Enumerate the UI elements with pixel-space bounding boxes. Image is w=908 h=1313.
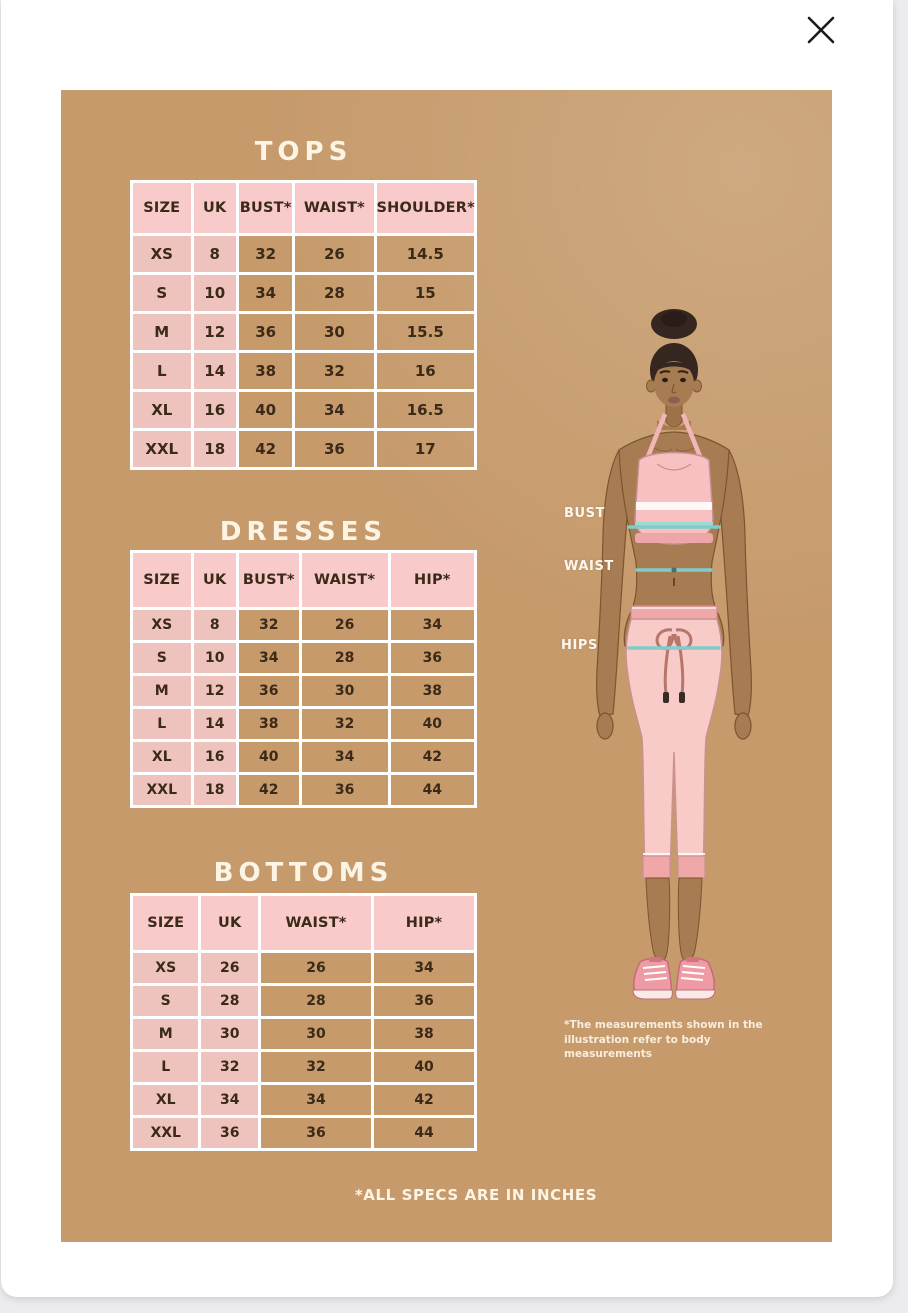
value-cell: 40 <box>389 708 475 741</box>
value-cell: 28 <box>200 985 260 1018</box>
size-cell: L <box>132 708 193 741</box>
value-cell: 34 <box>200 1084 260 1117</box>
value-cell: 36 <box>294 430 375 469</box>
value-cell: 40 <box>237 741 300 774</box>
value-cell: 28 <box>300 642 389 675</box>
value-cell: 18 <box>192 774 237 807</box>
table-row <box>132 708 476 741</box>
illustration-note: *The measurements shown in the illustration refer to body measurements <box>564 1019 763 1061</box>
table-row <box>132 642 476 675</box>
value-cell: 26 <box>300 609 389 642</box>
value-cell: 30 <box>294 313 375 352</box>
column-header: UK <box>192 552 237 609</box>
value-cell: 17 <box>375 430 475 469</box>
tops-table <box>130 180 477 470</box>
column-header: BUST* <box>237 182 293 235</box>
size-chart-modal <box>1 0 893 1297</box>
table-row <box>132 274 476 313</box>
value-cell: 34 <box>294 391 375 430</box>
column-header: SIZE <box>132 182 193 235</box>
value-cell: 44 <box>373 1117 476 1150</box>
value-cell: 42 <box>237 430 293 469</box>
value-cell: 26 <box>294 235 375 274</box>
value-cell: 10 <box>192 642 237 675</box>
size-cell: XL <box>132 391 193 430</box>
column-header: SIZE <box>132 895 200 952</box>
value-cell: 30 <box>259 1018 372 1051</box>
value-cell: 38 <box>389 675 475 708</box>
size-cell: S <box>132 274 193 313</box>
value-cell: 28 <box>294 274 375 313</box>
size-cell: XXL <box>132 774 193 807</box>
column-header: WAIST* <box>294 182 375 235</box>
value-cell: 26 <box>259 952 372 985</box>
value-cell: 34 <box>237 274 293 313</box>
column-header: WAIST* <box>300 552 389 609</box>
value-cell: 10 <box>192 274 237 313</box>
value-cell: 34 <box>237 642 300 675</box>
value-cell: 32 <box>237 235 293 274</box>
table-row <box>132 985 476 1018</box>
value-cell: 40 <box>373 1051 476 1084</box>
column-header: UK <box>200 895 260 952</box>
table-row <box>132 675 476 708</box>
size-cell: M <box>132 1018 200 1051</box>
value-cell: 38 <box>237 352 293 391</box>
size-cell: XXL <box>132 430 193 469</box>
close-icon <box>800 9 842 51</box>
size-cell: XL <box>132 1084 200 1117</box>
value-cell: 36 <box>300 774 389 807</box>
table-row <box>132 391 476 430</box>
value-cell: 36 <box>237 313 293 352</box>
value-cell: 14 <box>192 708 237 741</box>
table-row <box>132 1018 476 1051</box>
size-cell: XL <box>132 741 193 774</box>
value-cell: 12 <box>192 313 237 352</box>
value-cell: 42 <box>389 741 475 774</box>
bottoms-table <box>130 893 477 1151</box>
value-cell: 36 <box>373 985 476 1018</box>
column-header: WAIST* <box>259 895 372 952</box>
woman-figure-illustration <box>539 300 809 1060</box>
measurement-illustration <box>539 300 809 1080</box>
value-cell: 32 <box>300 708 389 741</box>
value-cell: 34 <box>300 741 389 774</box>
size-cell: XS <box>132 609 193 642</box>
value-cell: 8 <box>192 235 237 274</box>
bust-label: BUST <box>564 506 606 521</box>
table-row <box>132 609 476 642</box>
size-cell: S <box>132 985 200 1018</box>
value-cell: 44 <box>389 774 475 807</box>
column-header: HIP* <box>389 552 475 609</box>
bottoms-title: BOTTOMS <box>213 858 394 888</box>
value-cell: 12 <box>192 675 237 708</box>
value-cell: 32 <box>259 1051 372 1084</box>
size-cell: M <box>132 313 193 352</box>
value-cell: 32 <box>294 352 375 391</box>
table-row <box>132 235 476 274</box>
value-cell: 40 <box>237 391 293 430</box>
value-cell: 18 <box>192 430 237 469</box>
table-row <box>132 1117 476 1150</box>
header-row <box>132 182 476 235</box>
column-header: SHOULDER* <box>375 182 475 235</box>
value-cell: 32 <box>237 609 300 642</box>
tops-title: TOPS <box>254 137 353 167</box>
table-row <box>132 1051 476 1084</box>
value-cell: 36 <box>237 675 300 708</box>
value-cell: 28 <box>259 985 372 1018</box>
value-cell: 36 <box>389 642 475 675</box>
value-cell: 16 <box>192 741 237 774</box>
value-cell: 14.5 <box>375 235 475 274</box>
size-cell: XXL <box>132 1117 200 1150</box>
header-row <box>132 552 476 609</box>
hips-label: HIPS <box>561 638 599 653</box>
size-cell: XS <box>132 235 193 274</box>
column-header: UK <box>192 182 237 235</box>
value-cell: 14 <box>192 352 237 391</box>
size-cell: M <box>132 675 193 708</box>
specs-footnote: *ALL SPECS ARE IN INCHES <box>354 1186 598 1204</box>
column-header: SIZE <box>132 552 193 609</box>
value-cell: 32 <box>200 1051 260 1084</box>
size-cell: L <box>132 352 193 391</box>
table-row <box>132 430 476 469</box>
value-cell: 16 <box>192 391 237 430</box>
size-chart-card <box>61 90 832 1242</box>
value-cell: 26 <box>200 952 260 985</box>
value-cell: 42 <box>373 1084 476 1117</box>
waist-label: WAIST <box>564 559 614 574</box>
value-cell: 36 <box>259 1117 372 1150</box>
value-cell: 15.5 <box>375 313 475 352</box>
value-cell: 34 <box>373 952 476 985</box>
table-row <box>132 774 476 807</box>
table-row <box>132 741 476 774</box>
close-button[interactable] <box>795 4 847 56</box>
value-cell: 34 <box>389 609 475 642</box>
header-row <box>132 895 476 952</box>
dresses-table <box>130 550 477 808</box>
table-row <box>132 952 476 985</box>
column-header: BUST* <box>237 552 300 609</box>
value-cell: 34 <box>259 1084 372 1117</box>
size-cell: S <box>132 642 193 675</box>
size-cell: XS <box>132 952 200 985</box>
value-cell: 42 <box>237 774 300 807</box>
value-cell: 30 <box>200 1018 260 1051</box>
table-row <box>132 313 476 352</box>
value-cell: 38 <box>373 1018 476 1051</box>
column-header: HIP* <box>373 895 476 952</box>
value-cell: 8 <box>192 609 237 642</box>
value-cell: 15 <box>375 274 475 313</box>
dresses-title: DRESSES <box>219 517 388 547</box>
value-cell: 38 <box>237 708 300 741</box>
size-cell: L <box>132 1051 200 1084</box>
value-cell: 16 <box>375 352 475 391</box>
value-cell: 16.5 <box>375 391 475 430</box>
table-row <box>132 352 476 391</box>
table-row <box>132 1084 476 1117</box>
value-cell: 30 <box>300 675 389 708</box>
value-cell: 36 <box>200 1117 260 1150</box>
